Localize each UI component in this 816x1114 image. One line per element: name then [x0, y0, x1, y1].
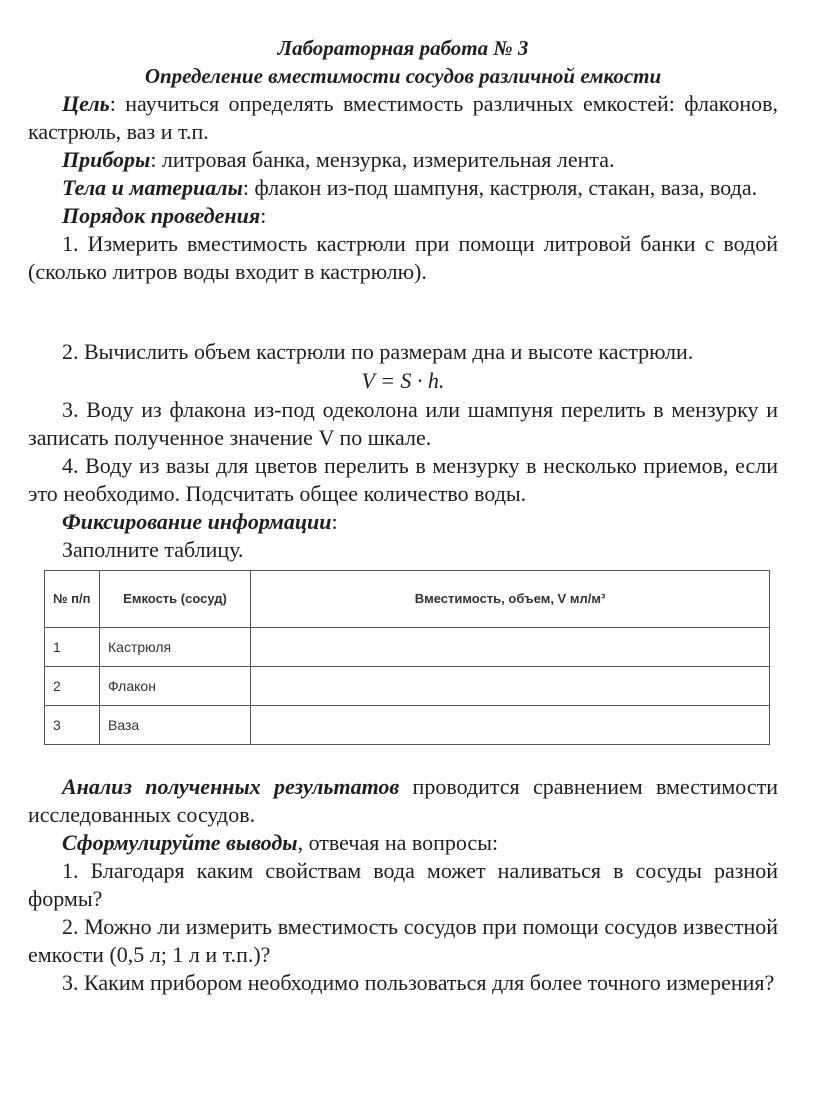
table-header-row — [45, 571, 770, 628]
analysis-label: Анализ полученных результатов — [62, 774, 400, 799]
row-vessel: Флакон — [100, 667, 251, 706]
question-1: 1. Благодаря каким свойствам вода может наливаться в сосуды разной формы? — [28, 858, 778, 911]
devices-text: : литровая банка, мензурка, измерительная лента. — [150, 147, 615, 172]
row-vessel: Кастрюля — [100, 628, 251, 667]
procedure-step-1: 1. Измерить вместимость кастрюли при помощи литровой банки с водой (сколько литров воды входит в кастрюлю). — [28, 231, 778, 284]
row-capacity-cell[interactable] — [251, 706, 770, 745]
answer-space — [28, 286, 778, 338]
row-number: 1 — [45, 628, 100, 667]
header-vessel: Емкость (сосуд) — [100, 571, 251, 628]
devices-paragraph — [28, 146, 778, 174]
conclusions-text: , отвечая на вопросы: — [297, 830, 499, 855]
recording-instruction: Заполните таблицу. — [62, 537, 244, 562]
row-number: 3 — [45, 706, 100, 745]
header-number: № п/п — [45, 571, 100, 628]
procedure-heading — [28, 202, 778, 230]
procedure-colon: : — [260, 203, 267, 228]
page-title: Лабораторная работа № 3 — [277, 36, 529, 60]
materials-text: : флакон из-под шампуня, кастрюля, стакан, ваза, вода. — [242, 175, 758, 200]
devices-label: Приборы — [62, 147, 151, 172]
question-2: 2. Можно ли измерить вместимость сосудов при помощи сосудов известной емкости (0,5 л; 1 л и т.п.)? — [28, 914, 778, 967]
goal-paragraph — [28, 90, 778, 146]
procedure-step-4: 4. Воду из вазы для цветов перелить в мензурку в несколько приемов, если это необходимо. Подсчитать общее количество воды. — [28, 453, 778, 506]
recording-colon: : — [331, 509, 338, 534]
goal-label: Цель — [62, 91, 110, 116]
row-vessel: Ваза — [100, 706, 251, 745]
results-table-wrap — [44, 570, 770, 745]
question-3: 3. Каким прибором необходимо пользоваться для более точного измерения? — [62, 970, 775, 995]
results-table — [44, 570, 770, 745]
row-capacity-cell[interactable] — [251, 667, 770, 706]
table-row — [45, 706, 770, 745]
volume-formula: V = S · h. — [361, 368, 445, 393]
goal-text: : научиться определять вместимость различных емкостей: флаконов, кастрюль, ваз и т.п. — [28, 91, 778, 144]
page-subtitle: Определение вместимости сосудов различной емкости — [144, 64, 662, 88]
materials-paragraph — [28, 174, 778, 202]
procedure-label: Порядок проведения — [62, 203, 261, 228]
conclusions-label: Сформулируйте выводы — [62, 830, 298, 855]
procedure-step-2: 2. Вычислить объем кастрюли по размерам дна и высоте кастрюли. — [62, 339, 694, 364]
analysis-paragraph — [28, 773, 778, 829]
recording-heading — [28, 508, 778, 536]
row-number: 2 — [45, 667, 100, 706]
procedure-step-3: 3. Воду из флакона из-под одеколона или шампуня перелить в мензурку и записать полученное значение V по шкале. — [28, 397, 778, 450]
worksheet-page — [28, 34, 778, 997]
header-capacity: Вместимость, объем, V мл/м³ — [251, 571, 770, 628]
conclusions-paragraph — [28, 829, 778, 857]
table-row — [45, 667, 770, 706]
recording-label: Фиксирование информации — [62, 509, 332, 534]
table-row — [45, 628, 770, 667]
row-capacity-cell[interactable] — [251, 628, 770, 667]
analysis-text: проводится сравнением вместимости исследованных сосудов. — [28, 774, 778, 827]
materials-label: Тела и материалы — [62, 175, 243, 200]
